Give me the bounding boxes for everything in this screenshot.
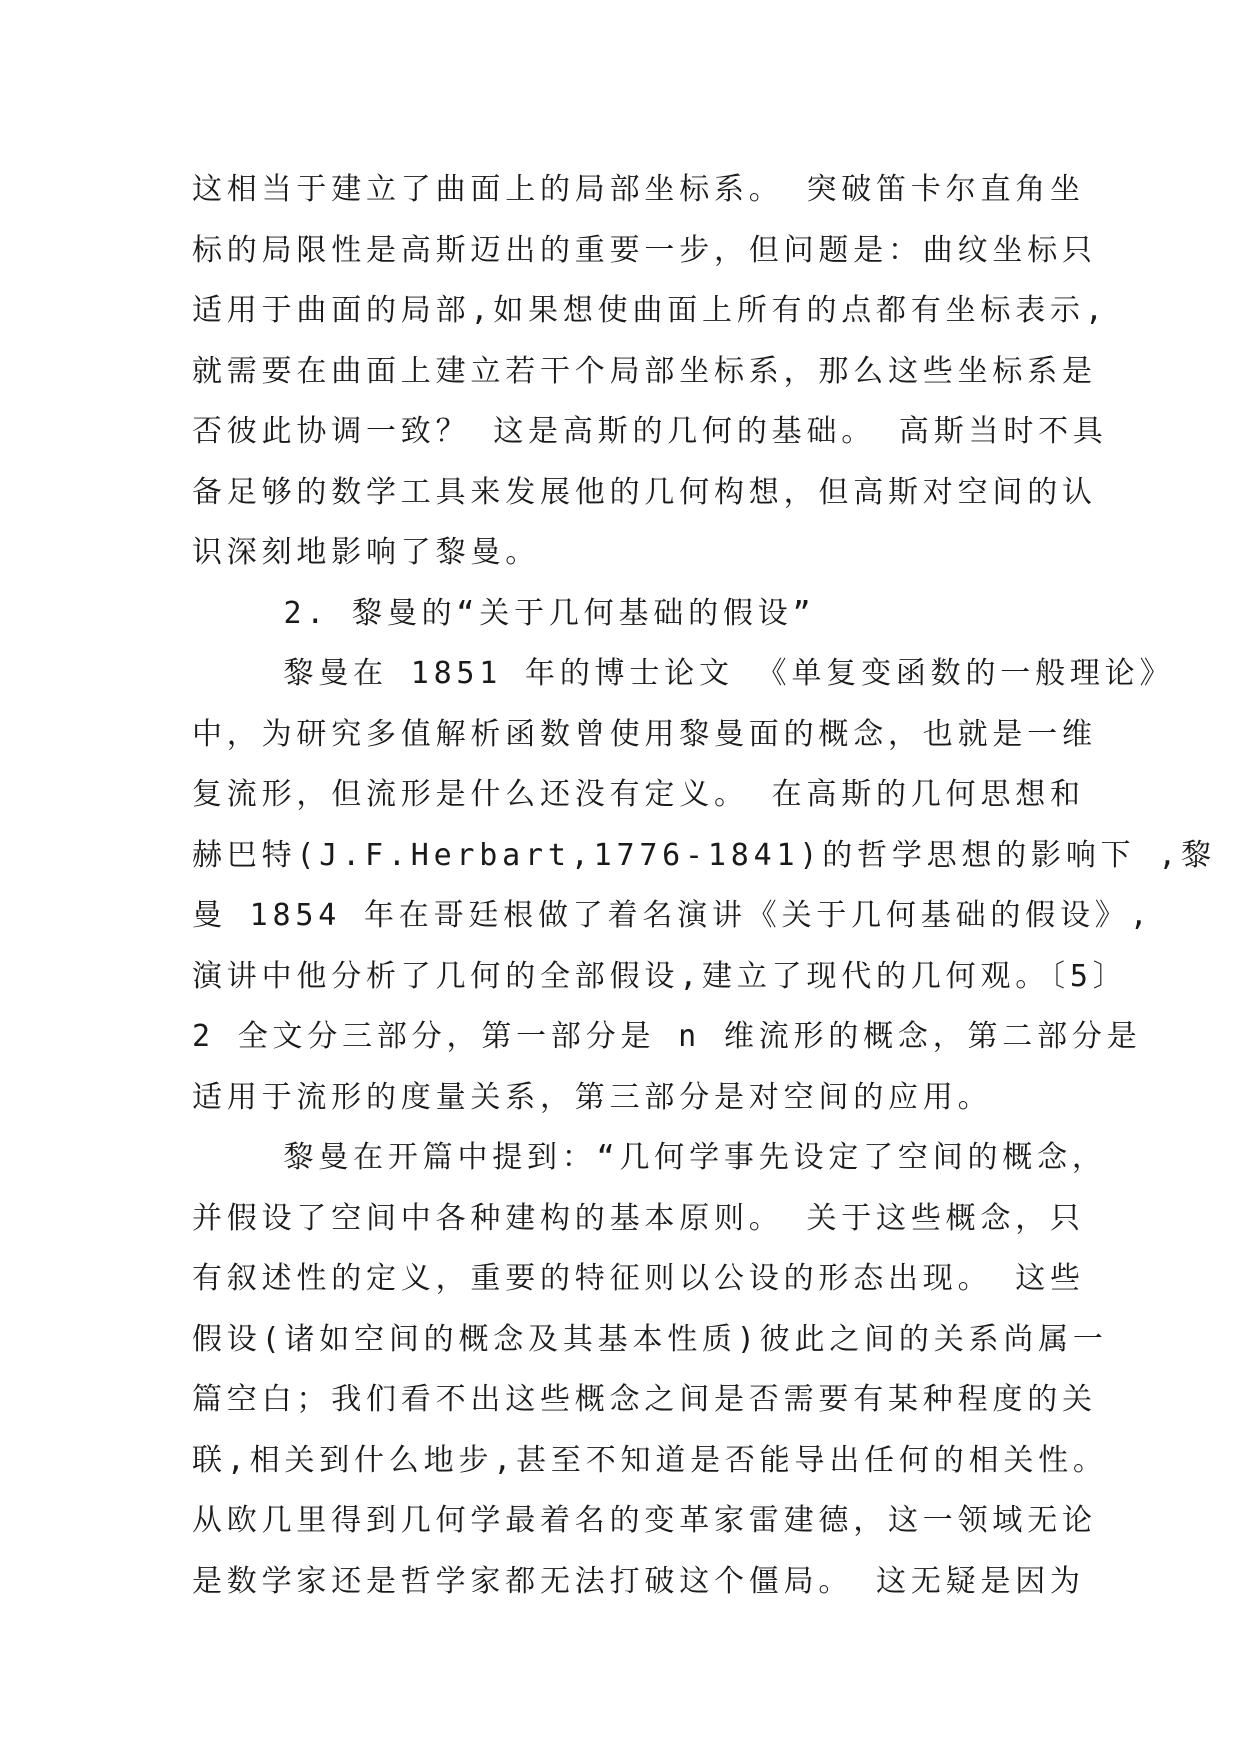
text-line: 适用于流形的度量关系，第三部分是对空间的应用。 bbox=[192, 1079, 993, 1115]
text-line: 标的局限性是高斯迈出的重要一步，但问题是：曲纹坐标只 bbox=[192, 232, 1097, 268]
text-line: 并假设了空间中各种建构的基本原则。 关于这些概念，只 bbox=[192, 1200, 1085, 1236]
text-line: 2 全文分三部分，第一部分是 n 维流形的概念，第二部分是 bbox=[192, 1019, 1142, 1054]
text-line: 是数学家还是哲学家都无法打破这个僵局。 这无疑是因为 bbox=[192, 1563, 1085, 1599]
text-line: 假设(诸如空间的概念及其基本性质)彼此之间的关系尚属一 bbox=[192, 1321, 1108, 1357]
text-line: 从欧几里得到几何学最着名的变革家雷建德，这一领域无论 bbox=[192, 1503, 1097, 1538]
section-heading: 2. 黎曼的“关于几何基础的假设” bbox=[192, 595, 816, 631]
text-line: 演讲中他分析了几何的全部假设,建立了现代的几何观。〔5〕 bbox=[192, 958, 1128, 994]
text-line: 赫巴特(J.F.Herbart,1776-1841)的哲学思想的影响下 ,黎 bbox=[192, 837, 1216, 873]
text-line: 黎曼在开篇中提到：“几何学事先设定了空间的概念， bbox=[192, 1140, 1107, 1175]
text-line: 中，为研究多值解析函数曾使用黎曼面的概念，也就是一维 bbox=[192, 716, 1097, 752]
text-line: 就需要在曲面上建立若干个局部坐标系，那么这些坐标系是 bbox=[192, 353, 1097, 389]
text-line: 这相当于建立了曲面上的局部坐标系。 突破笛卡尔直角坐 bbox=[192, 172, 1085, 207]
text-line: 曼 1854 年在哥廷根做了着名演讲《关于几何基础的假设》, bbox=[192, 898, 1153, 933]
text-line: 黎曼在 1851 年的博士论文 《单复变函数的一般理论》 bbox=[192, 656, 1175, 691]
text-line: 适用于曲面的局部,如果想使曲面上所有的点都有坐标表示, bbox=[192, 293, 1108, 328]
text-line: 否彼此协调一致？ 这是高斯的几何的基础。 高斯当时不具 bbox=[192, 414, 1108, 449]
text-line: 联,相关到什么地步,甚至不知道是否能导出任何的相关性。 bbox=[192, 1442, 1108, 1478]
body-text bbox=[192, 160, 1216, 1612]
text-line: 备足够的数学工具来发展他的几何构想，但高斯对空间的认 bbox=[192, 474, 1097, 510]
text-line: 复流形，但流形是什么还没有定义。 在高斯的几何思想和 bbox=[192, 777, 1085, 812]
text-line: 识深刻地影响了黎曼。 bbox=[192, 535, 540, 570]
text-line: 有叙述性的定义，重要的特征则以公设的形态出现。 这些 bbox=[192, 1261, 1085, 1296]
text-line: 篇空白；我们看不出这些概念之间是否需要有某种程度的关 bbox=[192, 1382, 1097, 1417]
